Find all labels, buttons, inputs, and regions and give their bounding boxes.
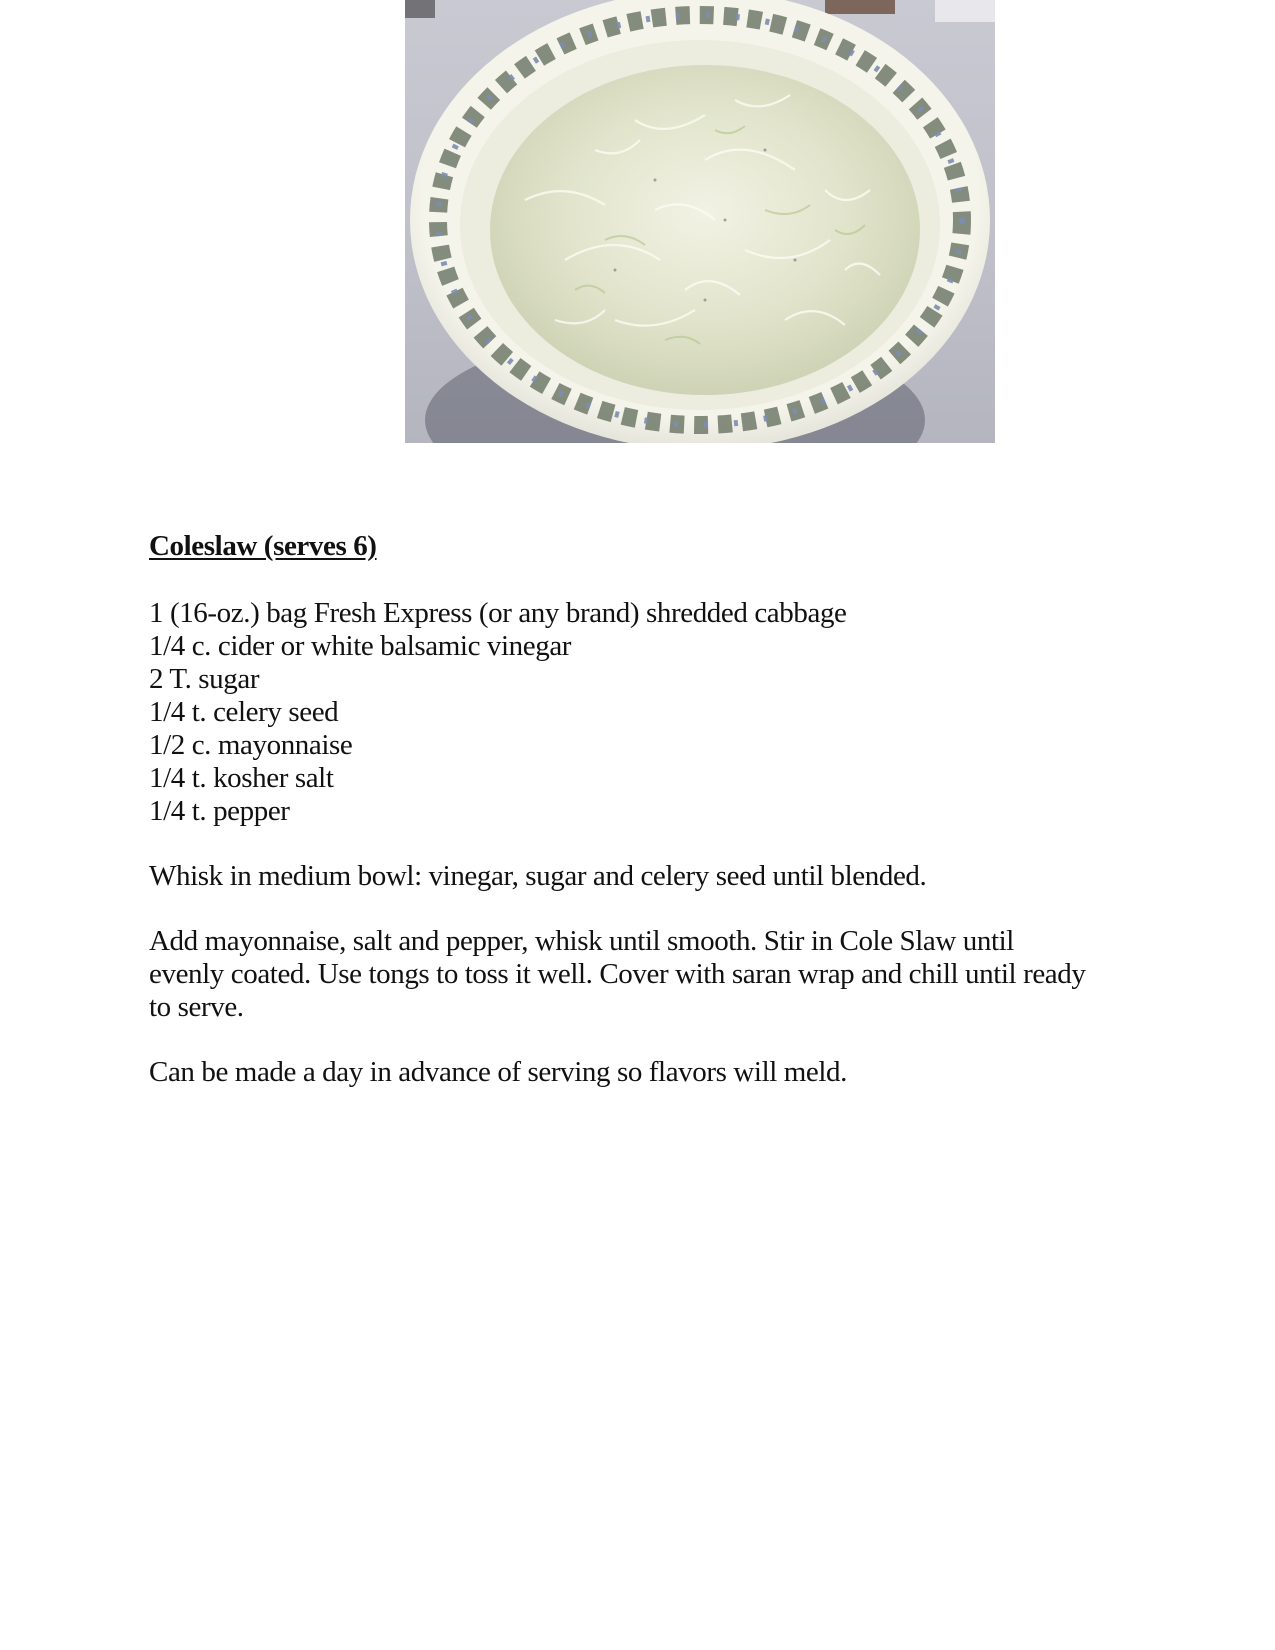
recipe-document xyxy=(149,530,1149,1121)
recipe-title: Coleslaw (serves 6) xyxy=(149,530,377,562)
instruction-step-1: Whisk in medium bowl: vinegar, sugar and celery seed until blended. xyxy=(149,860,927,892)
instruction-step-2: Add mayonnaise, salt and pepper, whisk until smooth. Stir in Cole Slaw until evenly coated. Use tongs to toss it well. Cover with saran wrap and chill until ready to serve. xyxy=(149,925,1086,1023)
instruction-step-3: Can be made a day in advance of serving so flavors will meld. xyxy=(149,1056,847,1088)
coleslaw-photo xyxy=(405,0,995,443)
ingredient-item: 1/4 t. pepper xyxy=(149,795,290,827)
ingredient-item: 1/4 t. celery seed xyxy=(149,696,339,728)
ingredient-list xyxy=(149,597,1149,828)
ingredient-item: 1/4 c. cider or white balsamic vinegar xyxy=(149,630,572,662)
ingredient-item: 2 T. sugar xyxy=(149,663,260,695)
ingredient-item: 1 (16-oz.) bag Fresh Express (or any brand) shredded cabbage xyxy=(149,597,847,629)
ingredient-item: 1/4 t. kosher salt xyxy=(149,762,334,794)
ingredient-item: 1/2 c. mayonnaise xyxy=(149,729,353,761)
